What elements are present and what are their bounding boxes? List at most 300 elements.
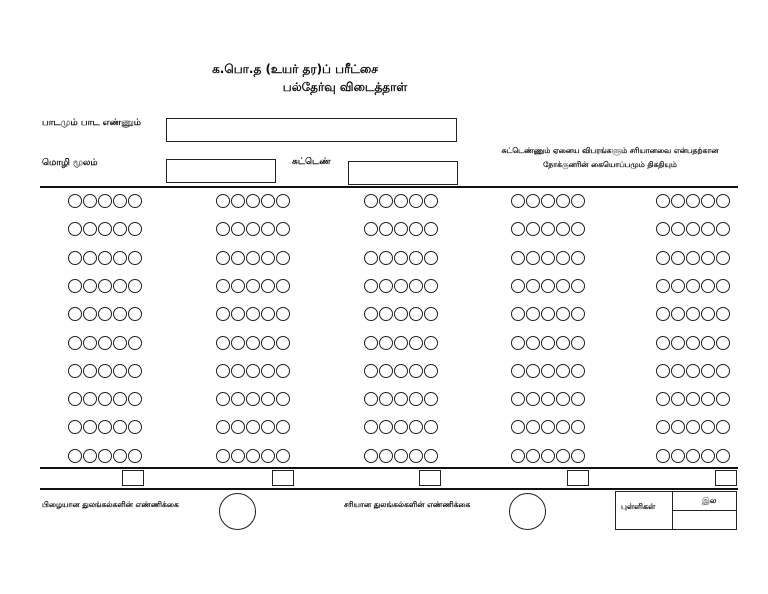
column-total-box[interactable] [122,470,144,486]
answer-bubble[interactable] [541,364,555,378]
question-row [656,449,730,463]
answer-bubble[interactable] [424,194,438,208]
question-row [68,194,142,208]
answer-bubble[interactable] [364,449,378,463]
answer-bubble[interactable] [113,279,127,293]
answer-bubble[interactable] [379,222,393,236]
answer-bubble[interactable] [686,420,700,434]
answer-bubble[interactable] [556,449,570,463]
answer-bubble[interactable] [231,279,245,293]
answer-bubble[interactable] [216,336,230,350]
answer-bubble[interactable] [261,392,275,406]
answer-bubble[interactable] [541,279,555,293]
answer-bubble[interactable] [526,222,540,236]
question-row [656,392,730,406]
answer-bubble[interactable] [98,449,112,463]
answer-bubble[interactable] [511,364,525,378]
answer-bubble[interactable] [686,279,700,293]
answer-bubble[interactable] [128,222,142,236]
answer-bubble[interactable] [261,222,275,236]
question-row [216,251,290,265]
answer-bubble[interactable] [686,364,700,378]
answer-bubble[interactable] [261,194,275,208]
answer-bubble[interactable] [671,449,685,463]
answer-bubble[interactable] [686,449,700,463]
answer-bubble[interactable] [716,194,730,208]
answer-bubble[interactable] [68,420,82,434]
answer-bubble[interactable] [686,392,700,406]
answer-bubble[interactable] [409,420,423,434]
answer-bubble[interactable] [98,194,112,208]
answer-bubble[interactable] [409,222,423,236]
answer-bubble[interactable] [556,307,570,321]
answer-bubble[interactable] [701,251,715,265]
answer-bubble[interactable] [379,194,393,208]
answer-bubble[interactable] [701,222,715,236]
answer-bubble[interactable] [231,194,245,208]
answer-bubble[interactable] [541,392,555,406]
answer-bubble[interactable] [571,364,585,378]
answer-bubble[interactable] [261,336,275,350]
answer-bubble[interactable] [556,364,570,378]
answer-bubble[interactable] [246,449,260,463]
question-row [68,449,142,463]
answer-bubble[interactable] [128,392,142,406]
answer-bubble[interactable] [379,449,393,463]
answer-bubble[interactable] [128,307,142,321]
answer-bubble[interactable] [276,194,290,208]
answer-bubble[interactable] [511,279,525,293]
subject-label: பாடமும் பாட எண்ணும் [42,118,141,128]
question-row [656,222,730,236]
answer-bubble[interactable] [716,222,730,236]
answer-bubble[interactable] [261,420,275,434]
answer-bubble[interactable] [701,194,715,208]
answer-bubble[interactable] [113,449,127,463]
answer-bubble[interactable] [571,251,585,265]
question-row [511,449,585,463]
answer-bubble[interactable] [113,420,127,434]
answer-bubble[interactable] [276,364,290,378]
question-row [364,449,438,463]
answer-bubble[interactable] [656,392,670,406]
answer-bubble[interactable] [511,194,525,208]
answer-bubble[interactable] [261,279,275,293]
answer-bubble[interactable] [216,420,230,434]
answer-bubble[interactable] [113,364,127,378]
answer-bubble[interactable] [394,336,408,350]
answer-bubble[interactable] [409,364,423,378]
answer-bubble[interactable] [394,279,408,293]
answer-bubble[interactable] [231,251,245,265]
answer-bubble[interactable] [541,336,555,350]
answer-bubble[interactable] [556,251,570,265]
answer-bubble[interactable] [686,222,700,236]
question-row [216,449,290,463]
right-count-circle[interactable] [509,493,546,530]
answer-bubble[interactable] [701,392,715,406]
answer-bubble[interactable] [83,336,97,350]
answer-bubble[interactable] [656,251,670,265]
answer-bubble[interactable] [409,336,423,350]
answer-bubble[interactable] [656,449,670,463]
answer-bubble[interactable] [128,336,142,350]
answer-bubble[interactable] [571,279,585,293]
answer-bubble[interactable] [113,194,127,208]
answer-bubble[interactable] [379,307,393,321]
answer-bubble[interactable] [364,279,378,293]
answer-bubble[interactable] [424,222,438,236]
answer-bubble[interactable] [394,364,408,378]
answer-bubble[interactable] [424,392,438,406]
answer-bubble[interactable] [246,364,260,378]
question-row [656,307,730,321]
mid-rule [40,467,738,469]
answer-bubble[interactable] [216,251,230,265]
answer-bubble[interactable] [671,279,685,293]
answer-bubble[interactable] [571,336,585,350]
answer-bubble[interactable] [379,336,393,350]
answer-bubble[interactable] [701,279,715,293]
answer-bubble[interactable] [409,307,423,321]
answer-bubble[interactable] [83,307,97,321]
answer-bubble[interactable] [379,279,393,293]
answer-bubble[interactable] [364,222,378,236]
answer-bubble[interactable] [556,392,570,406]
answer-bubble[interactable] [98,392,112,406]
answer-bubble[interactable] [526,392,540,406]
answer-bubble[interactable] [424,364,438,378]
answer-bubble[interactable] [276,392,290,406]
answer-bubble[interactable] [701,449,715,463]
answer-bubble[interactable] [113,251,127,265]
answer-bubble[interactable] [261,307,275,321]
right-count-label: சரியான துலங்கல்களின் எண்ணிக்கை [344,500,471,509]
answer-bubble[interactable] [716,279,730,293]
answer-bubble[interactable] [246,194,260,208]
answer-bubble[interactable] [364,194,378,208]
answer-bubble[interactable] [231,449,245,463]
answer-bubble[interactable] [364,420,378,434]
answer-bubble[interactable] [716,392,730,406]
answer-bubble[interactable] [276,279,290,293]
subject-field[interactable] [166,118,457,142]
answer-bubble[interactable] [409,251,423,265]
answer-bubble[interactable] [541,194,555,208]
answer-bubble[interactable] [526,307,540,321]
answer-bubble[interactable] [394,420,408,434]
verify-note-line2: நோக்குனரின் கையொப்பமும் திகதியும் [543,160,677,169]
column-total-box[interactable] [272,470,294,486]
answer-bubble[interactable] [571,307,585,321]
answer-bubble[interactable] [216,194,230,208]
answer-bubble[interactable] [701,420,715,434]
answer-bubble[interactable] [394,194,408,208]
answer-bubble[interactable] [556,279,570,293]
answer-bubble[interactable] [656,364,670,378]
answer-bubble[interactable] [526,420,540,434]
answer-bubble[interactable] [216,279,230,293]
answer-bubble[interactable] [276,449,290,463]
answer-bubble[interactable] [656,279,670,293]
answer-bubble[interactable] [571,392,585,406]
answer-bubble[interactable] [261,251,275,265]
answer-bubble[interactable] [671,420,685,434]
answer-bubble[interactable] [364,392,378,406]
answer-bubble[interactable] [511,449,525,463]
question-row [511,251,585,265]
answer-bubble[interactable] [556,336,570,350]
answer-bubble[interactable] [424,251,438,265]
answer-bubble[interactable] [113,392,127,406]
answer-bubble[interactable] [716,449,730,463]
answer-bubble[interactable] [409,279,423,293]
answer-bubble[interactable] [541,420,555,434]
answer-bubble[interactable] [394,449,408,463]
answer-bubble[interactable] [216,222,230,236]
answer-bubble[interactable] [686,194,700,208]
answer-bubble[interactable] [83,222,97,236]
answer-bubble[interactable] [364,364,378,378]
question-row [216,222,290,236]
answer-bubble[interactable] [716,307,730,321]
answer-bubble[interactable] [424,307,438,321]
answer-bubble[interactable] [128,251,142,265]
answer-bubble[interactable] [68,251,82,265]
answer-bubble[interactable] [231,336,245,350]
answer-bubble[interactable] [98,420,112,434]
answer-bubble[interactable] [231,222,245,236]
answer-bubble[interactable] [716,420,730,434]
answer-bubble[interactable] [128,420,142,434]
answer-bubble[interactable] [128,194,142,208]
answer-bubble[interactable] [83,392,97,406]
answer-bubble[interactable] [394,307,408,321]
wrong-count-circle[interactable] [219,493,256,530]
answer-bubble[interactable] [379,364,393,378]
answer-bubble[interactable] [68,392,82,406]
answer-bubble[interactable] [571,420,585,434]
answer-bubble[interactable] [68,279,82,293]
answer-bubble[interactable] [671,251,685,265]
answer-bubble[interactable] [68,222,82,236]
answer-bubble[interactable] [276,307,290,321]
answer-bubble[interactable] [231,364,245,378]
answer-bubble[interactable] [541,251,555,265]
answer-bubble[interactable] [83,251,97,265]
medium-field[interactable] [166,159,276,183]
answer-bubble[interactable] [526,449,540,463]
answer-bubble[interactable] [571,194,585,208]
column-total-box[interactable] [567,470,589,486]
answer-bubble[interactable] [276,222,290,236]
answer-bubble[interactable] [246,307,260,321]
answer-bubble[interactable] [556,420,570,434]
answer-bubble[interactable] [701,336,715,350]
answer-bubble[interactable] [379,392,393,406]
answer-bubble[interactable] [671,392,685,406]
answer-bubble[interactable] [83,194,97,208]
column-total-box[interactable] [419,470,441,486]
question-row [68,279,142,293]
answer-bubble[interactable] [571,222,585,236]
question-row [68,420,142,434]
answer-bubble[interactable] [716,251,730,265]
answer-bubble[interactable] [128,279,142,293]
answer-bubble[interactable] [379,251,393,265]
answer-bubble[interactable] [276,420,290,434]
answer-bubble[interactable] [276,336,290,350]
answer-bubble[interactable] [541,307,555,321]
answer-bubble[interactable] [541,449,555,463]
answer-bubble[interactable] [246,222,260,236]
answer-bubble[interactable] [83,449,97,463]
marks-box[interactable] [615,491,737,530]
question-row [511,420,585,434]
question-row [364,222,438,236]
answer-bubble[interactable] [424,336,438,350]
answer-bubble[interactable] [261,364,275,378]
answer-bubble[interactable] [556,194,570,208]
answer-bubble[interactable] [98,336,112,350]
answer-bubble[interactable] [656,307,670,321]
sheet-title: க.பொ.த (உயர் தர)ப் பரீட்சை [212,62,378,76]
answer-bubble[interactable] [671,364,685,378]
answer-bubble[interactable] [98,364,112,378]
answer-bubble[interactable] [424,420,438,434]
answer-bubble[interactable] [231,420,245,434]
answer-bubble[interactable] [526,364,540,378]
question-row [656,420,730,434]
answer-bubble[interactable] [511,392,525,406]
answer-bubble[interactable] [686,251,700,265]
answer-bubble[interactable] [98,307,112,321]
answer-bubble[interactable] [246,392,260,406]
question-row [364,194,438,208]
answer-bubble[interactable] [83,279,97,293]
number-label: இல [702,496,717,505]
answer-bubble[interactable] [671,222,685,236]
answer-bubble[interactable] [511,420,525,434]
answer-bubble[interactable] [364,251,378,265]
question-row [364,251,438,265]
answer-bubble[interactable] [98,279,112,293]
answer-bubble[interactable] [113,336,127,350]
answer-bubble[interactable] [656,420,670,434]
answer-bubble[interactable] [68,307,82,321]
answer-bubble[interactable] [231,392,245,406]
answer-bubble[interactable] [276,251,290,265]
answer-bubble[interactable] [656,194,670,208]
answer-bubble[interactable] [68,449,82,463]
question-row [364,307,438,321]
answer-bubble[interactable] [701,307,715,321]
answer-bubble[interactable] [246,336,260,350]
answer-bubble[interactable] [113,222,127,236]
answer-bubble[interactable] [216,364,230,378]
answer-bubble[interactable] [656,222,670,236]
answer-bubble[interactable] [83,364,97,378]
answer-bubble[interactable] [686,307,700,321]
answer-bubble[interactable] [113,307,127,321]
answer-bubble[interactable] [686,336,700,350]
question-row [364,420,438,434]
answer-bubble[interactable] [394,222,408,236]
answer-bubble[interactable] [128,449,142,463]
answer-bubble[interactable] [68,194,82,208]
answer-bubble[interactable] [571,449,585,463]
answer-bubble[interactable] [716,336,730,350]
answer-bubble[interactable] [671,336,685,350]
answer-bubble[interactable] [128,364,142,378]
answer-bubble[interactable] [98,222,112,236]
answer-bubble[interactable] [511,307,525,321]
question-row [216,420,290,434]
answer-bubble[interactable] [83,420,97,434]
answer-bubble[interactable] [511,336,525,350]
answer-bubble[interactable] [656,336,670,350]
answer-bubble[interactable] [394,392,408,406]
answer-bubble[interactable] [246,251,260,265]
answer-bubble[interactable] [216,392,230,406]
answer-bubble[interactable] [511,251,525,265]
answer-bubble[interactable] [231,307,245,321]
question-row [364,279,438,293]
answer-bubble[interactable] [424,449,438,463]
answer-bubble[interactable] [364,336,378,350]
answer-bubble[interactable] [216,449,230,463]
question-row [68,251,142,265]
answer-bubble[interactable] [98,251,112,265]
answer-bubble[interactable] [68,336,82,350]
question-row [511,336,585,350]
answer-bubble[interactable] [261,449,275,463]
answer-bubble[interactable] [541,222,555,236]
answer-bubble[interactable] [409,194,423,208]
answer-bubble[interactable] [511,222,525,236]
question-row [656,251,730,265]
question-row [511,222,585,236]
answer-bubble[interactable] [216,307,230,321]
question-row [216,194,290,208]
answer-bubble[interactable] [526,194,540,208]
answer-bubble[interactable] [526,336,540,350]
answer-bubble[interactable] [246,279,260,293]
answer-bubble[interactable] [379,420,393,434]
index-field[interactable] [348,161,458,185]
bottom-rule [40,488,738,490]
answer-bubble[interactable] [409,392,423,406]
answer-bubble[interactable] [246,420,260,434]
medium-label: மொழி மூலம் [42,158,98,168]
column-total-box[interactable] [715,470,737,486]
answer-bubble[interactable] [394,251,408,265]
question-row [68,222,142,236]
answer-bubble[interactable] [671,307,685,321]
sheet-subtitle: பல்தேர்வு விடைத்தாள் [282,80,408,94]
answer-bubble[interactable] [701,364,715,378]
answer-bubble[interactable] [409,449,423,463]
answer-bubble[interactable] [424,279,438,293]
top-rule [40,186,738,188]
answer-bubble[interactable] [364,307,378,321]
answer-bubble[interactable] [526,279,540,293]
answer-bubble[interactable] [526,251,540,265]
answer-bubble[interactable] [68,364,82,378]
answer-bubble[interactable] [556,222,570,236]
answer-bubble[interactable] [671,194,685,208]
answer-bubble[interactable] [716,364,730,378]
